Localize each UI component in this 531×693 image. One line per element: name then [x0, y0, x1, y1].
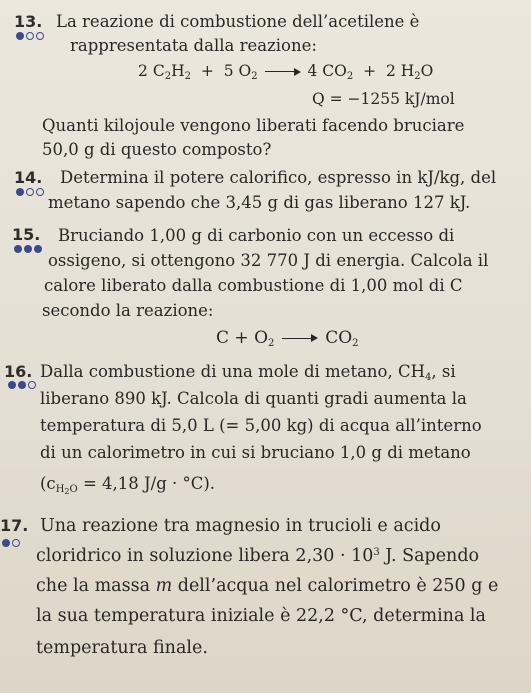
difficulty-dot-filled — [2, 539, 10, 547]
exercise-text-line: Una reazione tra magnesio in trucioli e acido — [40, 516, 441, 536]
exercise-text-line: ($c_{H_2O} = 4,18$ J/g · °C). — [40, 474, 216, 496]
exercise-text-line: 50,0 g di questo composto? — [42, 140, 272, 159]
difficulty-dot-empty — [36, 188, 44, 196]
exercise-text-line: La reazione di combustione dell’acetilene è — [56, 12, 420, 31]
exercise-text-line: secondo la reazione: — [42, 301, 214, 320]
difficulty-dot-empty — [12, 539, 20, 547]
difficulty-dot-filled — [16, 32, 24, 40]
chemical-equation: $C + O_2$ $CO_2$ — [216, 328, 359, 349]
exercise-text-line: temperatura di 5,0 L (= 5,00 kg) di acqua all’interno — [40, 416, 482, 435]
exercise-text-line: che la massa m dell’acqua nel calorimetro è 250 g e — [36, 576, 499, 596]
exercise-text-line: di un calorimetro in cui si bruciano 1,0 g di metano — [40, 443, 471, 462]
difficulty-dots — [8, 381, 36, 389]
exercise-number: 17. — [0, 516, 29, 535]
difficulty-dot-filled — [34, 245, 42, 253]
exercise-text-line: la sua temperatura iniziale è 22,2 °C, determina la — [36, 606, 486, 626]
exercise-text-line: ossigeno, si ottengono 32 770 J di energia. Calcola il — [48, 251, 489, 270]
exercise-text-line: calore liberato dalla combustione di 1,00 mol di C — [44, 276, 463, 295]
exercise-number: 16. — [4, 362, 33, 381]
exercise-text-line: Determina il potere calorifico, espresso in kJ/kg, del — [60, 168, 497, 187]
difficulty-dot-empty — [26, 32, 34, 40]
exercise-text-line: Dalla combustione di una mole di metano, $CH_4$, si — [40, 362, 456, 383]
reaction-enthalpy: Q = −1255 kJ/mol — [312, 90, 455, 108]
exercise-number: 15. — [12, 225, 41, 244]
exercise-text-line: rappresentata dalla reazione: — [70, 36, 317, 55]
exercise-number: 14. — [14, 168, 43, 187]
exercise-text-line: metano sapendo che 3,45 g di gas liberano 127 kJ. — [48, 193, 471, 212]
exercise-text-line: cloridrico in soluzione libera $2,30 \cdot 10^3$ J. Sapendo — [36, 546, 480, 566]
exercise-text-line: Bruciando 1,00 g di carbonio con un eccesso di — [58, 226, 455, 245]
difficulty-dot-empty — [28, 381, 36, 389]
chemical-equation: 2 $C_2H_2 + 5$ $O_2$ 4 $CO_2 + 2$ $H_2O$ — [138, 62, 434, 82]
exercise-text-line: temperatura finale. — [36, 638, 208, 658]
difficulty-dot-filled — [24, 245, 32, 253]
reaction-arrow — [265, 67, 301, 77]
difficulty-dot-empty — [26, 188, 34, 196]
difficulty-dots — [14, 245, 42, 253]
difficulty-dots — [2, 539, 20, 547]
difficulty-dot-filled — [16, 188, 24, 196]
difficulty-dot-filled — [18, 381, 26, 389]
difficulty-dots — [16, 188, 44, 196]
difficulty-dot-filled — [14, 245, 22, 253]
exercise-number: 13. — [14, 12, 43, 31]
difficulty-dots — [16, 32, 44, 40]
reaction-arrow — [282, 334, 318, 344]
exercise-text-line: liberano 890 kJ. Calcola di quanti gradi aumenta la — [40, 389, 467, 408]
difficulty-dot-empty — [36, 32, 44, 40]
difficulty-dot-filled — [8, 381, 16, 389]
exercise-text-line: Quanti kilojoule vengono liberati facendo bruciare — [42, 116, 465, 135]
